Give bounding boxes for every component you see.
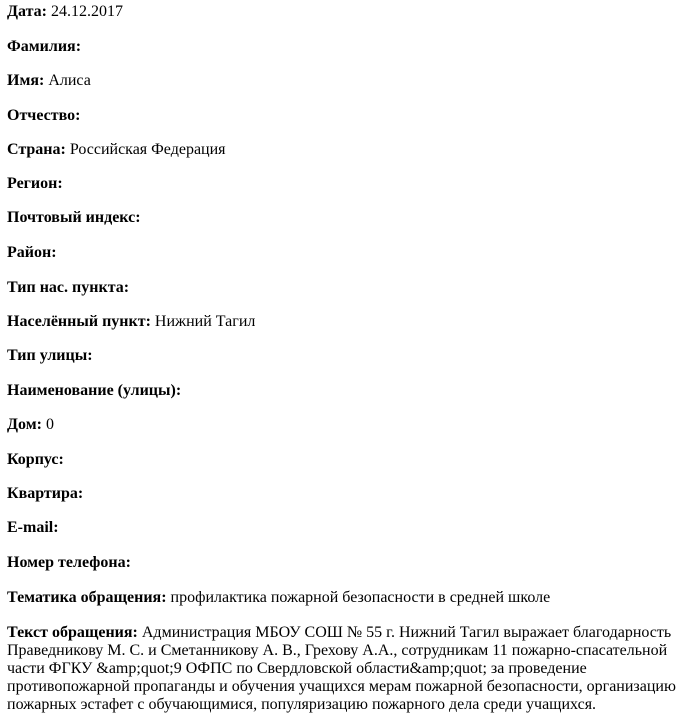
field-street-type: [7, 347, 93, 365]
house-value: 0: [45, 416, 54, 433]
field-first-name: [7, 72, 91, 90]
field-email: [7, 519, 59, 537]
country-label: Страна:: [7, 141, 66, 158]
subject-label: Тематика обращения:: [7, 589, 167, 606]
message-value: Администрация МБОУ СОШ № 55 г. Нижний Тагил выражает благодарность Праведникову М. С. и Сметанникову А. В., Грехову А.А., сотрудникам 11 пожарно-спасательной части ФГКУ &amp;quot;9 ОФПС по Свердловской области&amp;quot; за проведение противопожарной пропаганды и обучения учащихся мерам пожарной безопасности, организацию пожарных эстафет с обучающимися, популяризацию пожарного дела среди учащихся.: [7, 624, 676, 713]
field-subject: [7, 589, 550, 607]
postal-code-label: Почтовый индекс:: [7, 209, 141, 226]
field-surname: [7, 38, 81, 56]
first-name-label: Имя:: [7, 72, 45, 89]
field-settlement-type: [7, 279, 129, 297]
field-patronymic: [7, 107, 80, 125]
field-street-name: [7, 382, 181, 400]
field-message: [7, 624, 683, 714]
field-settlement: [7, 313, 255, 331]
settlement-type-label: Тип нас. пункта:: [7, 279, 130, 296]
patronymic-label: Отчество:: [7, 107, 81, 124]
email-label: E-mail:: [7, 519, 59, 536]
date-label: Дата:: [7, 3, 47, 20]
field-date: [7, 3, 123, 21]
district-label: Район:: [7, 244, 57, 261]
field-building: [7, 451, 64, 469]
field-apartment: [7, 485, 83, 503]
settlement-value: Нижний Тагил: [154, 313, 256, 330]
street-name-label: Наименование (улицы):: [7, 382, 182, 399]
building-label: Корпус:: [7, 451, 64, 468]
surname-label: Фамилия:: [7, 38, 82, 55]
subject-value: профилактика пожарной безопасности в средней школе: [170, 589, 551, 606]
country-value: Российская Федерация: [69, 141, 226, 158]
house-label: Дом:: [7, 416, 42, 433]
field-phone: [7, 554, 131, 572]
apartment-label: Квартира:: [7, 485, 84, 502]
region-label: Регион:: [7, 175, 63, 192]
phone-label: Номер телефона:: [7, 554, 131, 571]
message-label: Текст обращения:: [7, 624, 138, 641]
street-type-label: Тип улицы:: [7, 347, 93, 364]
field-postal-code: [7, 209, 141, 227]
field-region: [7, 175, 63, 193]
first-name-value: Алиса: [48, 72, 91, 89]
field-country: [7, 141, 226, 159]
date-value: 24.12.2017: [50, 3, 123, 20]
settlement-label: Населённый пункт:: [7, 313, 151, 330]
field-house: [7, 416, 54, 434]
field-district: [7, 244, 57, 262]
